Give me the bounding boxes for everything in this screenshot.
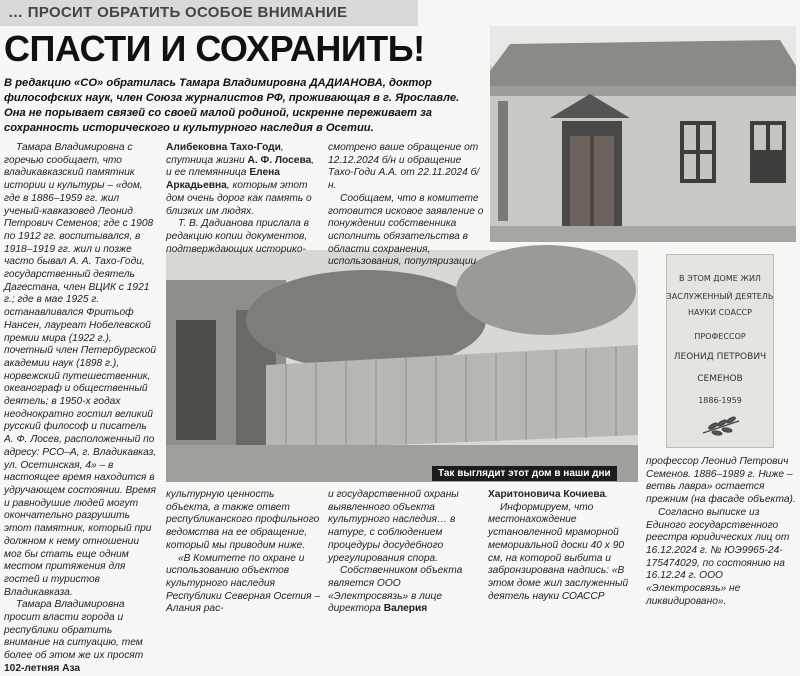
col2b-paragraph-2: «В Комитете по охране и использованию объектов культурного наследия Республики Северная Осетия – Алания рас- <box>166 552 321 615</box>
plaque-line-7: 1886-1959 <box>698 396 742 405</box>
col1-paragraph-1: Тамара Владимировна с горечью сообщает, что владикавказский памятник истории и культуры – «дом, где в 1886–1959 гг. жил ученый-кавказовед Леонид Петрович Семенов; где с 1908 по 1912 гг. воспитывался, в 1918–1919 гг. жил и позже часто бывал А. А. Тахо-Годи, государственный деятель Дагестана, член ВЦИК с 1921 г.; где в мае 1925 г. останавливался Фритьоф Нансен, лауреат Нобелевской премии мира (1922 г.), почетный член Петербургской академии наук (1898 г.), норвежский путешественник, океанограф и общественный деятель; в 1950-х годах неоднократно гостил великий русский философ и писатель А. Ф. Лосев, расположенный по адресу: РСО–А, г. Владикавказ, ул. Осетинская, 4» – в настоящее время находится в удручающем состоянии. Время и равнодушие людей могут окончательно разрушить этот памятник, который при должном к нему отношении мог бы стать еще одним местом притяжения для гостей и туристов Владикавказа. <box>4 142 157 598</box>
col2-bold-2: А. Ф. Лосева <box>247 154 312 166</box>
kicker: … ПРОСИТ ОБРАТИТЬ ОСОБОЕ ВНИМАНИЕ <box>0 0 418 26</box>
laurel-branch-icon <box>703 416 739 436</box>
col4-paragraph-2: Информируем, что местонахождение установленной мраморной мемориальной доски 40 х 90 см, на которой выбита и забронзирована надпись: «В этом доме жил заслуженный деятель науки СОАССР <box>488 501 629 602</box>
col5-paragraph-1: профессор Леонид Петрович Семенов. 1886–1989 г. Ниже – ветвь лавра» остается прежним (на фасаде объекта). <box>646 456 796 506</box>
article-column-3-top <box>328 142 484 268</box>
col2-text-1: , спутница жизни <box>166 142 284 166</box>
plaque-line-4: ПРОФЕССОР <box>694 332 746 341</box>
headline: СПАСТИ И СОХРАНИТЬ! <box>4 28 425 69</box>
fence-photo <box>166 250 638 482</box>
col3b-paragraph-1: и государственной охраны выявленного объекта культурного наследия… в натуре, с соблюдением процедуры досудебного урегулирования спора. <box>328 489 459 564</box>
col2-text-2: , и ее племянница <box>166 154 315 179</box>
col5-paragraph-2: Согласно выписке из Единого государственного реестра юридических лиц от 16.12.2024 г. № ЮЭ9965-24-175474029, по состоянию на 16.12.24 г. ООО «Электросвязь» не ликвидировано». <box>646 506 790 607</box>
col2-text-3: , которым этот дом очень дорог как память о близких им людях. <box>166 180 312 217</box>
col2-bold-3: Елена Аркадьевна <box>166 167 280 192</box>
plaque-line-1: В ЭТОМ ДОМЕ ЖИЛ <box>679 274 761 283</box>
plaque-line-5: ЛЕОНИД ПЕТРОВИЧ <box>673 352 767 362</box>
memorial-plaque-photo <box>666 254 774 448</box>
col3b-paragraph-2: Собственником объекта является ООО «Электросвязь» в лице директора <box>328 565 463 615</box>
col1-paragraph-2-bold: 102-летняя Аза <box>4 662 81 674</box>
col2-paragraph-2: Т. В. Дадианова прислала в редакцию копии документов, подтверждающих историко- <box>166 218 309 255</box>
plaque-line-3: НАУКИ СОАССР <box>688 308 752 317</box>
plaque-line-2: ЗАСЛУЖЕННЫЙ ДЕЯТЕЛЬ <box>666 292 774 301</box>
photo-caption: Так выглядит этот дом в наши дни <box>432 466 617 481</box>
article-column-3-bottom <box>328 489 482 615</box>
col1-paragraph-2: Тамара Владимировна просит власти города и республики обратить внимание на ситуацию, тем более об этом же их просят <box>4 599 144 662</box>
article-column-4-bottom: Харитоновича Кочиева. Информируем, что местонахождение установленной мраморной мемориальной доски 40 х 90 см, на которой выбита и забронзирована надпись: «В этом доме жил заслуженный деятель науки СОАССР <box>488 489 638 600</box>
col3-paragraph-2: Сообщаем, что в комитете готовится исковое заявление о понуждении собственника исполнить обязательства в области сохранения, использования, популяризации <box>328 192 484 268</box>
plaque-line-6: СЕМЕНОВ <box>697 374 743 384</box>
col4-bold: Харитоновича Кочиева <box>488 489 606 500</box>
col3-paragraph-1: смотрено ваше обращение от 12.12.2024 б/н и обращение Тахо-Годи А.А. от 22.11.2024 б/н. <box>328 142 480 192</box>
lead-paragraph: В редакцию «СО» обратилась Тамара Владимировна ДАДИАНОВА, доктор философских наук, член Союза журналистов РФ, проживающая в г. Ярославле. Она не порывает связей со своей малой родиной, искренне переживает за сохранность исторического и культурного наследия в Осетии. <box>4 77 460 134</box>
col3b-paragraph-2-bold: Валерия <box>383 603 428 615</box>
article-column-2-top <box>166 142 322 255</box>
house-facade-photo <box>490 26 796 242</box>
article-column-5-bottom <box>646 456 796 607</box>
article-column-2-bottom <box>166 489 322 615</box>
col2b-paragraph-1: культурную ценность объекта, а также ответ республиканского профильного ведомства на ее обращение, который мы приводим ниже. <box>166 489 320 551</box>
col2-bold-1: Алибековна Тахо-Годи <box>166 142 281 153</box>
article-column-1 <box>4 142 158 674</box>
